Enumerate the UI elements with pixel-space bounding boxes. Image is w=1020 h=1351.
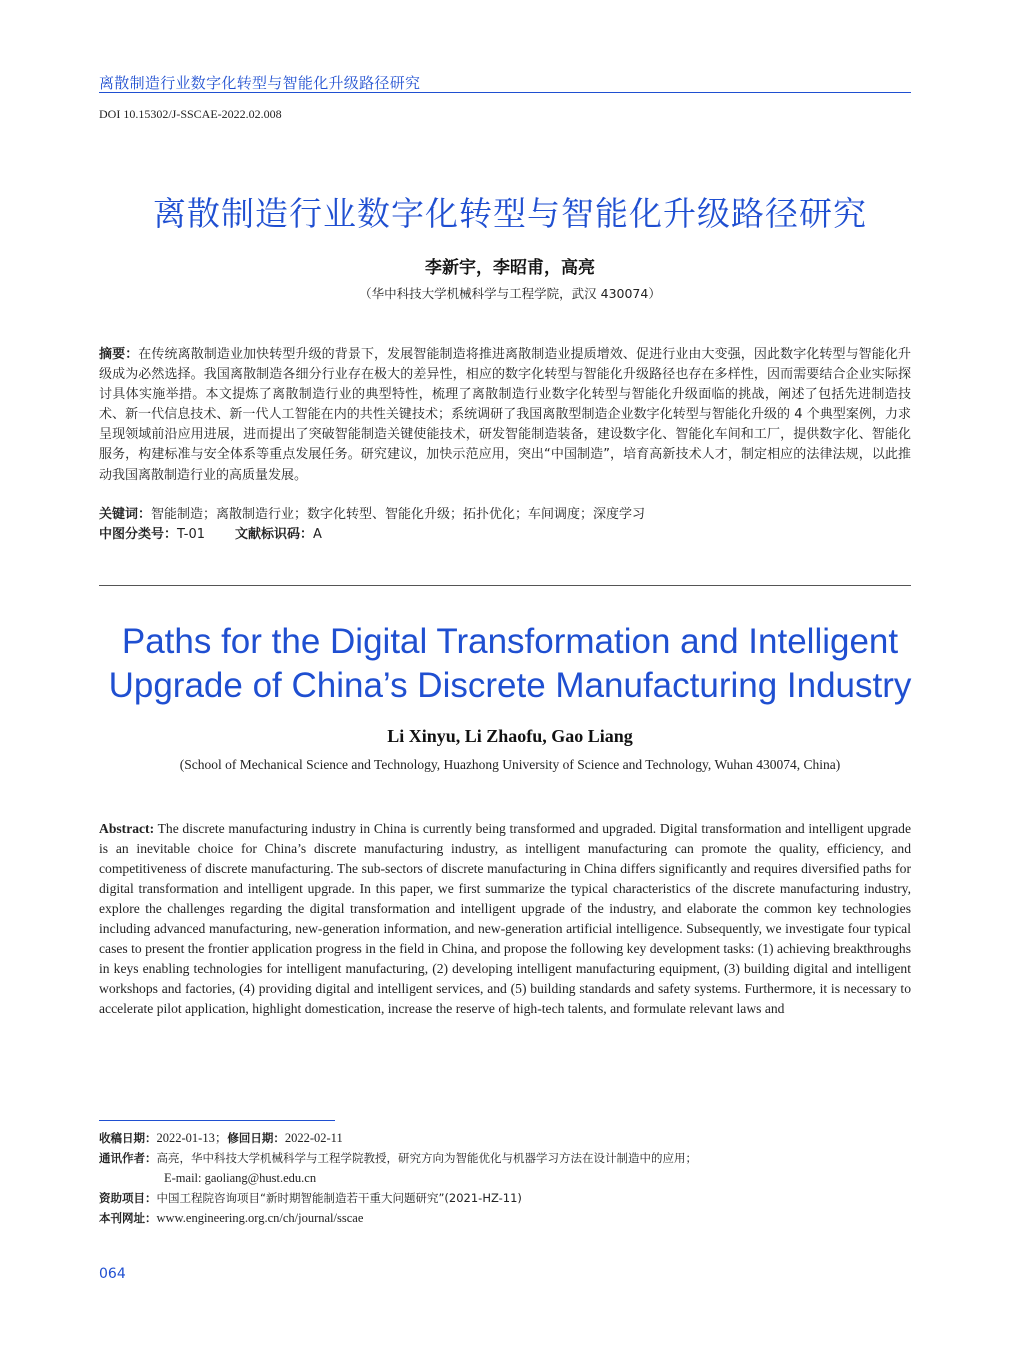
chinese-keywords (99, 505, 911, 525)
funding-text: 中国工程院咨询项目“新时期智能制造若干重大问题研究”(2021-HZ-11) (156, 1191, 522, 1205)
doccode-value: A (313, 527, 322, 542)
class-label: 中图分类号： (99, 527, 178, 542)
section-divider (99, 585, 911, 586)
english-affiliation: (School of Mechanical Science and Technology, Huazhong University of Science and Technology, Wuhan 430074, China) (179, 757, 841, 772)
footnote-email (164, 1168, 976, 1188)
website-link[interactable]: www.engineering.org.cn/ch/journal/sscae (156, 1211, 364, 1225)
funding-label: 资助项目： (99, 1191, 157, 1205)
header-rule (99, 92, 911, 93)
english-title-line-1: Paths for the Digital Transformation and Intelligent (121, 622, 899, 661)
corresponding-text: 高亮，华中科技大学机械科学与工程学院教授，研究方向为智能优化与机器学习方法在设计制造中的应用； (156, 1151, 697, 1165)
revised-date: 2022-02-11 (284, 1131, 343, 1145)
footnote-rule (99, 1120, 335, 1121)
classification-line (99, 525, 911, 545)
footnote-dates (99, 1128, 911, 1148)
corresponding-label: 通讯作者： (99, 1151, 157, 1165)
english-abstract (99, 819, 911, 1019)
doi: DOI 10.15302/J-SSCAE-2022.02.008 (99, 107, 282, 121)
chinese-affiliation: （华中科技大学机械科学与工程学院，武汉 430074） (359, 286, 661, 301)
received-label: 收稿日期： (99, 1131, 157, 1145)
english-title-line-2: Upgrade of China’s Discrete Manufacturing Industry (108, 666, 912, 705)
footnote-corresponding (99, 1148, 911, 1168)
keywords-text: 智能制造；离散制造行业；数字化转型、智能化升级；拓扑优化；车间调度；深度学习 (151, 507, 646, 522)
running-head: 离散制造行业数字化转型与智能化升级路径研究 (99, 74, 421, 92)
chinese-abstract-label: 摘要： (99, 347, 139, 362)
english-authors: Li Xinyu, Li Zhaofu, Gao Liang (387, 726, 633, 746)
doccode-label: 文献标识码： (235, 527, 314, 542)
english-title (0, 620, 1020, 708)
page-number: 064 (99, 1266, 126, 1282)
chinese-abstract (99, 345, 911, 486)
chinese-authors: 李新宇，李昭甫，高亮 (425, 258, 595, 278)
keywords-label: 关键词： (99, 507, 152, 522)
english-abstract-text: The discrete manufacturing industry in China is currently being transformed and upgraded. Digital transformation and intelligent upgrade is an inevitable choice for China’s discrete manufacturing industry, as intelligent manufacturing can promote the quality, efficiency, and competitiveness of discrete manufacturing. The sub-sectors of discrete manufacturing in China differs significantly and requires diversified paths for digital transformation and intelligent upgrade. In this paper, we first summarize the typical characteristics of the discrete manufacturing industry, explore the challenges regarding the digital transformation and intelligent upgrade of the industry, and elaborate the common key technologies including advanced manufacturing, new-generation information, and new-generation artificial intelligence. Subsequently, we investigate four typical cases to present the frontier application progress in the field in China, and propose the following key development tasks: (1) achieving breakthroughs in keys enabling technologies for intelligent manufacturing, (2) developing intelligent manufacturing equipment, (3) building digital and intelligent workshops and factories, (4) providing digital and intelligent services, and (5) building standards and safety systems. Furthermore, it is necessary to accelerate pilot application, highlight domestication, increase the reserve of high-tech talents, and formulate relevant laws and (99, 821, 912, 1016)
chinese-title: 离散制造行业数字化转型与智能化升级路径研究 (153, 194, 867, 233)
website-label: 本刊网址： (99, 1211, 157, 1225)
english-abstract-label: Abstract: (99, 821, 155, 836)
revised-label: 修回日期： (227, 1131, 285, 1145)
chinese-abstract-text: 在传统离散制造业加快转型升级的背景下，发展智能制造将推进离散制造业提质增效、促进行业由大变强，因此数字化转型与智能化升级成为必然选择。我国离散制造各细分行业存在极大的差异性，相应的数字化转型与智能化升级路径也存在多样性，因而需要结合企业实际探讨具体实施举措。本文提炼了离散制造行业的典型特性，梳理了离散制造行业数字化转型与智能化升级面临的挑战，阐述了包括先进制造技术、新一代信息技术、新一代人工智能在内的共性关键技术；系统调研了我国离散型制造企业数字化转型与智能化升级的 4 个典型案例，力求呈现领域前沿应用进展，进而提出了突破智能制造关键使能技术，研发智能制造装备，建设数字化、智能化车间和工厂，提供数字化、智能化服务，构建标准与安全体系等重点发展任务。研究建议，加快示范应用，突出“中国制造”，培育高新技术人才，制定相应的法律法规，以此推动我国离散制造行业的高质量发展。 (99, 347, 911, 483)
email-link[interactable]: E-mail: gaoliang@hust.edu.cn (164, 1171, 317, 1185)
received-date: 2022-01-13； (156, 1131, 228, 1145)
class-value: T-01 (177, 527, 205, 542)
footnote-website (99, 1208, 911, 1228)
footnote-funding (99, 1188, 911, 1208)
